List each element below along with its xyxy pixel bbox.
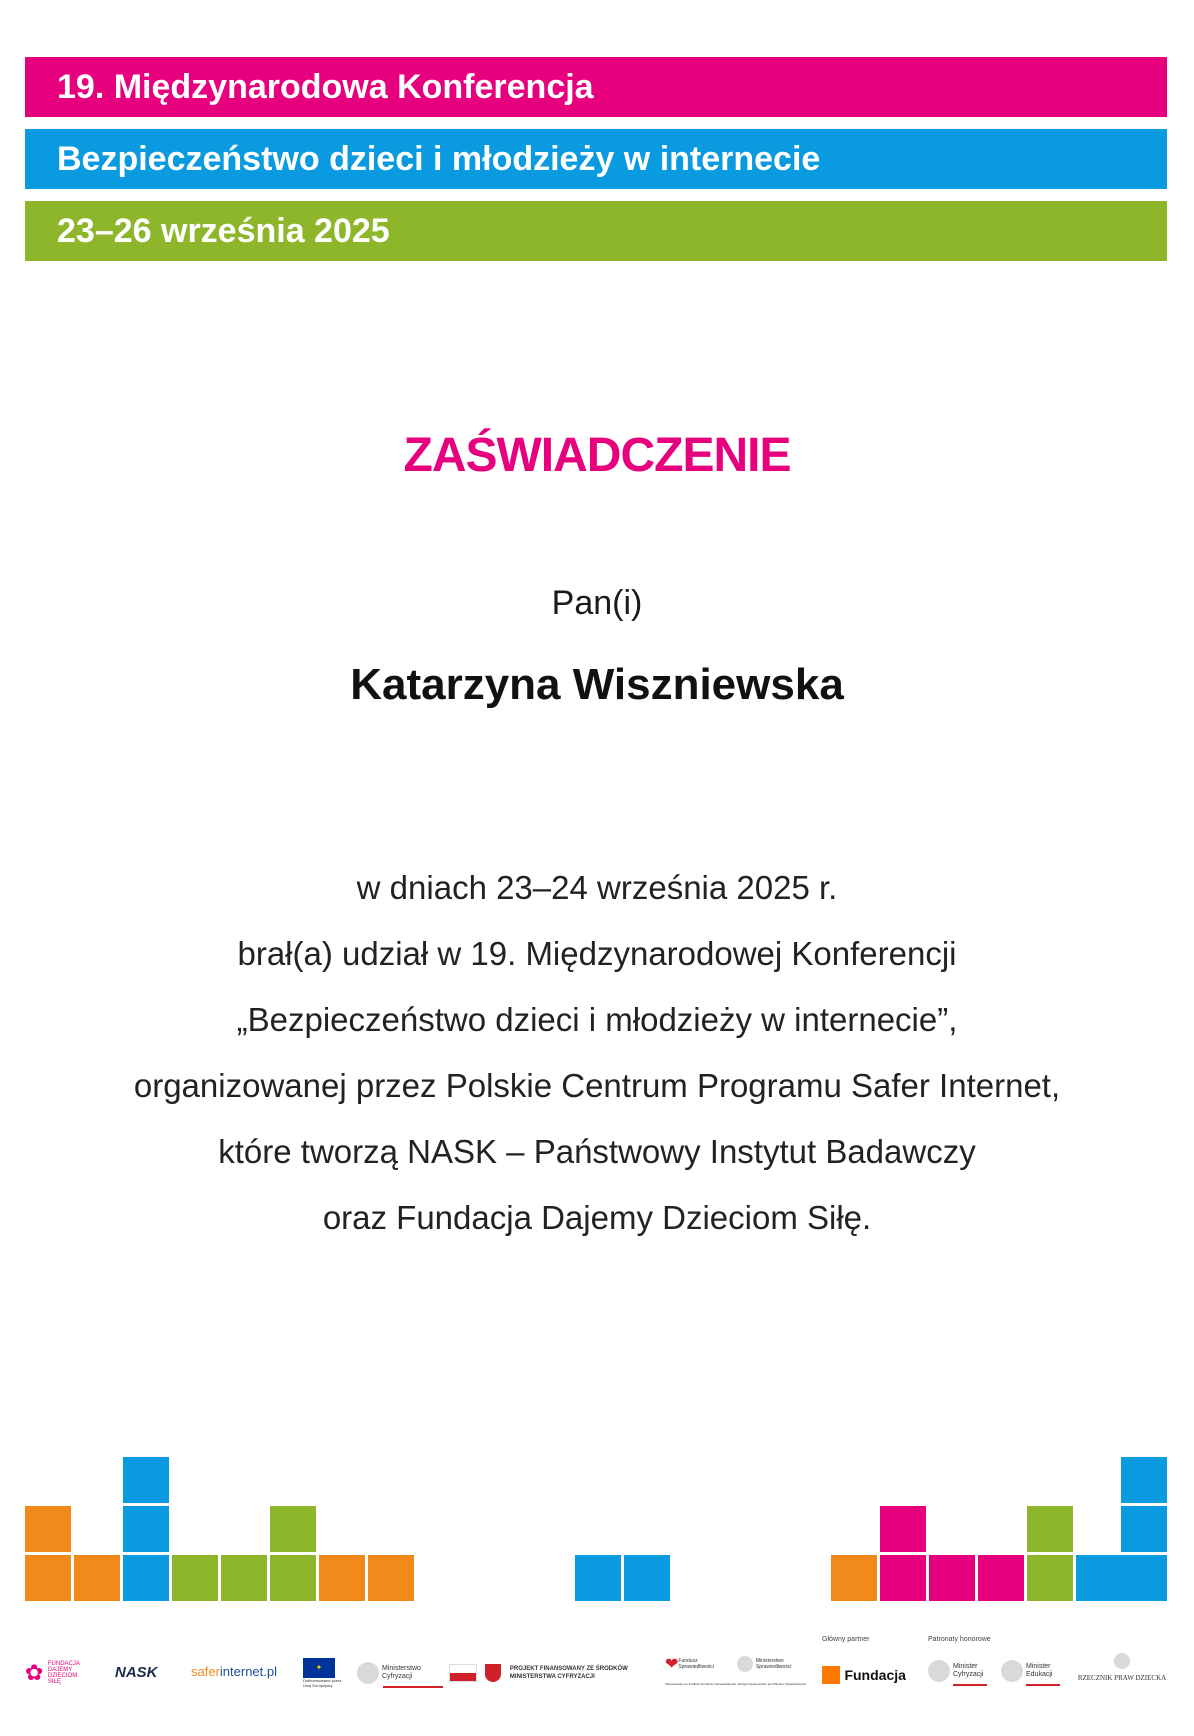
body-line: które tworzą NASK – Państwowy Instytut Badawczy — [218, 1133, 976, 1170]
body-line: „Bezpieczeństwo dzieci i młodzieży w internecie”, — [236, 1001, 958, 1038]
eagle-emblem-icon — [928, 1660, 950, 1682]
children-icon: ✿ — [25, 1660, 44, 1685]
decor-block — [319, 1555, 365, 1601]
header-band-conference: 19. Międzynarodowa Konferencja — [25, 57, 1167, 117]
body-line: organizowanej przez Polskie Centrum Programu Safer Internet, — [133, 1067, 1061, 1104]
fundusz-name: Fundusz Sprawiedliwości — [678, 1658, 714, 1670]
fundusz-sprawiedliwosci-logo — [665, 1654, 806, 1686]
minister-cyfryzacji-logo — [928, 1660, 987, 1686]
main-partner-logo — [822, 1666, 906, 1684]
main-partner-label: Główny partner — [822, 1636, 870, 1643]
rzecznik-praw-dziecka-logo — [1077, 1652, 1167, 1682]
saferinternet-part-a: safer — [191, 1664, 220, 1679]
eu-caption: Dofinansowane przez Unię Europejską — [303, 1678, 342, 1688]
project-line-2: MINISTERSTWA CYFRYZACJI — [509, 1674, 595, 1680]
eagle-emblem-icon — [737, 1656, 753, 1672]
decor-block — [368, 1555, 414, 1601]
body-line: brał(a) udział w 19. Międzynarodowej Konferencji — [237, 935, 957, 972]
ministerstwo-sprawiedliwosci-name: Ministerstwo Sprawiedliwości — [755, 1658, 792, 1670]
decor-block — [1121, 1506, 1167, 1552]
patronage-label: Patronaty honorowe — [928, 1636, 991, 1643]
decor-block — [221, 1555, 267, 1601]
decor-block — [270, 1506, 316, 1552]
decor-block — [172, 1555, 218, 1601]
decor-block — [880, 1555, 926, 1601]
decor-block — [1027, 1555, 1073, 1601]
recipient-name: Katarzyna Wiszniewska — [350, 660, 844, 709]
eu-logo — [303, 1658, 343, 1688]
eagle-emblem-icon — [1001, 1660, 1023, 1682]
decor-block — [123, 1506, 169, 1552]
minister-edukacji-logo — [1001, 1660, 1060, 1686]
decor-block — [123, 1457, 169, 1503]
sponsor-logos — [25, 1628, 1167, 1708]
decor-block — [74, 1555, 120, 1601]
decor-block — [575, 1555, 621, 1601]
fdds-logo — [25, 1660, 88, 1686]
decor-block — [270, 1555, 316, 1601]
polish-flag-icon — [449, 1664, 477, 1682]
decor-block — [1076, 1555, 1122, 1601]
body-line: w dniach 23–24 września 2025 r. — [356, 869, 838, 906]
decor-block — [25, 1506, 71, 1552]
saferinternet-part-b: internet.pl — [219, 1664, 277, 1679]
decor-block — [1027, 1506, 1073, 1552]
header-band-topic: Bezpieczeństwo dzieci i młodzieży w internecie — [25, 129, 1167, 189]
ministerstwo-cyfryzacji-name: Ministerstwo Cyfryzacji — [382, 1665, 421, 1680]
eagle-emblem-icon — [1114, 1653, 1130, 1669]
eagle-emblem-icon — [357, 1662, 379, 1684]
red-underline — [953, 1684, 987, 1686]
fdds-name: FUNDACJA DAJEMY DZIECIOM SIŁĘ — [47, 1661, 80, 1685]
saferinternet-logo — [191, 1664, 277, 1679]
decor-block — [624, 1555, 670, 1601]
nask-logo: NASK — [115, 1664, 158, 1681]
eagle-shield-icon — [485, 1664, 501, 1682]
ministerstwo-cyfryzacji-logo — [357, 1662, 443, 1688]
fundusz-heart-icon: ❤ — [665, 1656, 679, 1673]
decor-block — [25, 1555, 71, 1601]
decor-block — [1121, 1457, 1167, 1503]
decor-block — [1121, 1555, 1167, 1601]
project-line-1: PROJEKT FINANSOWANY ZE ŚRODKÓW — [509, 1666, 628, 1672]
decor-block — [831, 1555, 877, 1601]
project-funding-logo — [449, 1664, 628, 1682]
header-band-dates: 23–26 września 2025 — [25, 201, 1167, 261]
certificate-body — [40, 855, 1154, 1251]
eu-flag-icon: ✦ — [303, 1658, 335, 1678]
body-line: oraz Fundacja Dajemy Dzieciom Siłę. — [322, 1199, 872, 1236]
red-underline — [383, 1686, 443, 1688]
salutation: Pan(i) — [551, 584, 643, 622]
project-funding-text — [510, 1665, 628, 1681]
main-partner-name: Fundacja — [844, 1667, 906, 1683]
decor-block — [880, 1506, 926, 1552]
decor-block — [978, 1555, 1024, 1601]
red-underline — [1026, 1684, 1060, 1686]
fundusz-caption: Sfinansowano ze środków Funduszu Sprawiedliwości, którego Dysponentem jest Minister Sprawiedliwości — [665, 1682, 807, 1686]
rzecznik-name: RZECZNIK PRAW DZIECKA — [1077, 1674, 1167, 1682]
minister-edukacji-name: Minister Edukacji — [1026, 1663, 1053, 1678]
orange-square-icon — [822, 1666, 840, 1684]
minister-cyfryzacji-name: Minister Cyfryzacji — [953, 1663, 984, 1678]
certificate-title: ZAŚWIADCZENIE — [403, 429, 791, 482]
decor-block — [123, 1555, 169, 1601]
decor-block — [929, 1555, 975, 1601]
